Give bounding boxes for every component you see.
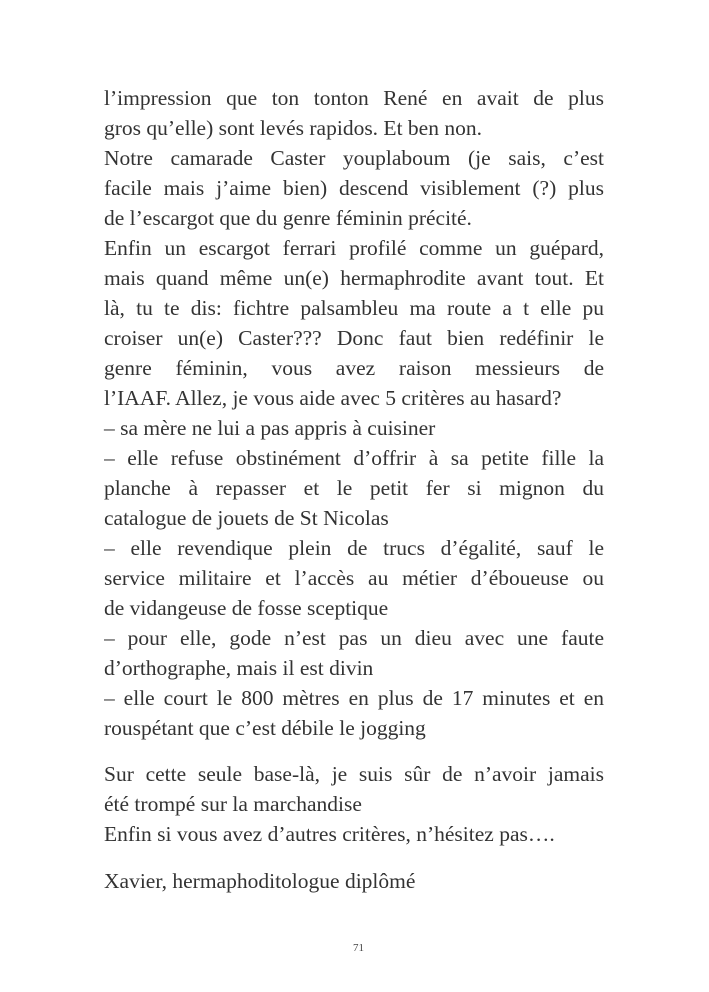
text-line: mais quand même un(e) hermaphrodite avant tout. Et [104, 266, 604, 290]
text-line: – elle revendique plein de trucs d’égalité, sauf le [104, 536, 604, 560]
text-line: de l’escargot que du genre féminin précité. [104, 206, 472, 230]
text-line: planche à repasser et le petit fer si mignon du [104, 476, 604, 500]
text-line: Enfin un escargot ferrari profilé comme un guépard, [104, 236, 604, 260]
text-line: genre féminin, vous avez raison messieurs de [104, 356, 604, 380]
text-line: – elle court le 800 mètres en plus de 17 minutes et en [104, 686, 604, 710]
page-number: 71 [353, 942, 364, 954]
text-line: – pour elle, gode n’est pas un dieu avec une faute [104, 626, 604, 650]
text-line: gros qu’elle) sont levés rapidos. Et ben non. [104, 116, 482, 140]
text-line: – sa mère ne lui a pas appris à cuisiner [104, 416, 436, 440]
closing-line: été trompé sur la marchandise [104, 792, 362, 816]
text-line: catalogue de jouets de St Nicolas [104, 506, 389, 530]
text-line: Notre camarade Caster youplaboum (je sais, c’est [104, 146, 604, 170]
text-line: croiser un(e) Caster??? Donc faut bien redéfinir le [104, 326, 604, 350]
text-line: là, tu te dis: fichtre palsambleu ma route a t elle pu [104, 296, 604, 320]
text-line: rouspétant que c’est débile le jogging [104, 716, 426, 740]
signature: Xavier, hermaphoditologue diplômé [104, 869, 416, 893]
closing-line: Sur cette seule base-là, je suis sûr de n’avoir jamais [104, 762, 604, 786]
text-line: service militaire et l’accès au métier d’éboueuse ou [104, 566, 604, 590]
page-body [104, 83, 604, 896]
text-line: facile mais j’aime bien) descend visiblement (?) plus [104, 176, 604, 200]
text-line: – elle refuse obstinément d’offrir à sa petite fille la [104, 446, 604, 470]
text-line: d’orthographe, mais il est divin [104, 656, 374, 680]
text-line: de vidangeuse de fosse sceptique [104, 596, 389, 620]
closing-line: Enfin si vous avez d’autres critères, n’hésitez pas…. [104, 822, 555, 846]
text-line: l’impression que ton tonton René en avait de plus [104, 86, 604, 110]
text-line: l’IAAF. Allez, je vous aide avec 5 critères au hasard? [104, 386, 562, 410]
